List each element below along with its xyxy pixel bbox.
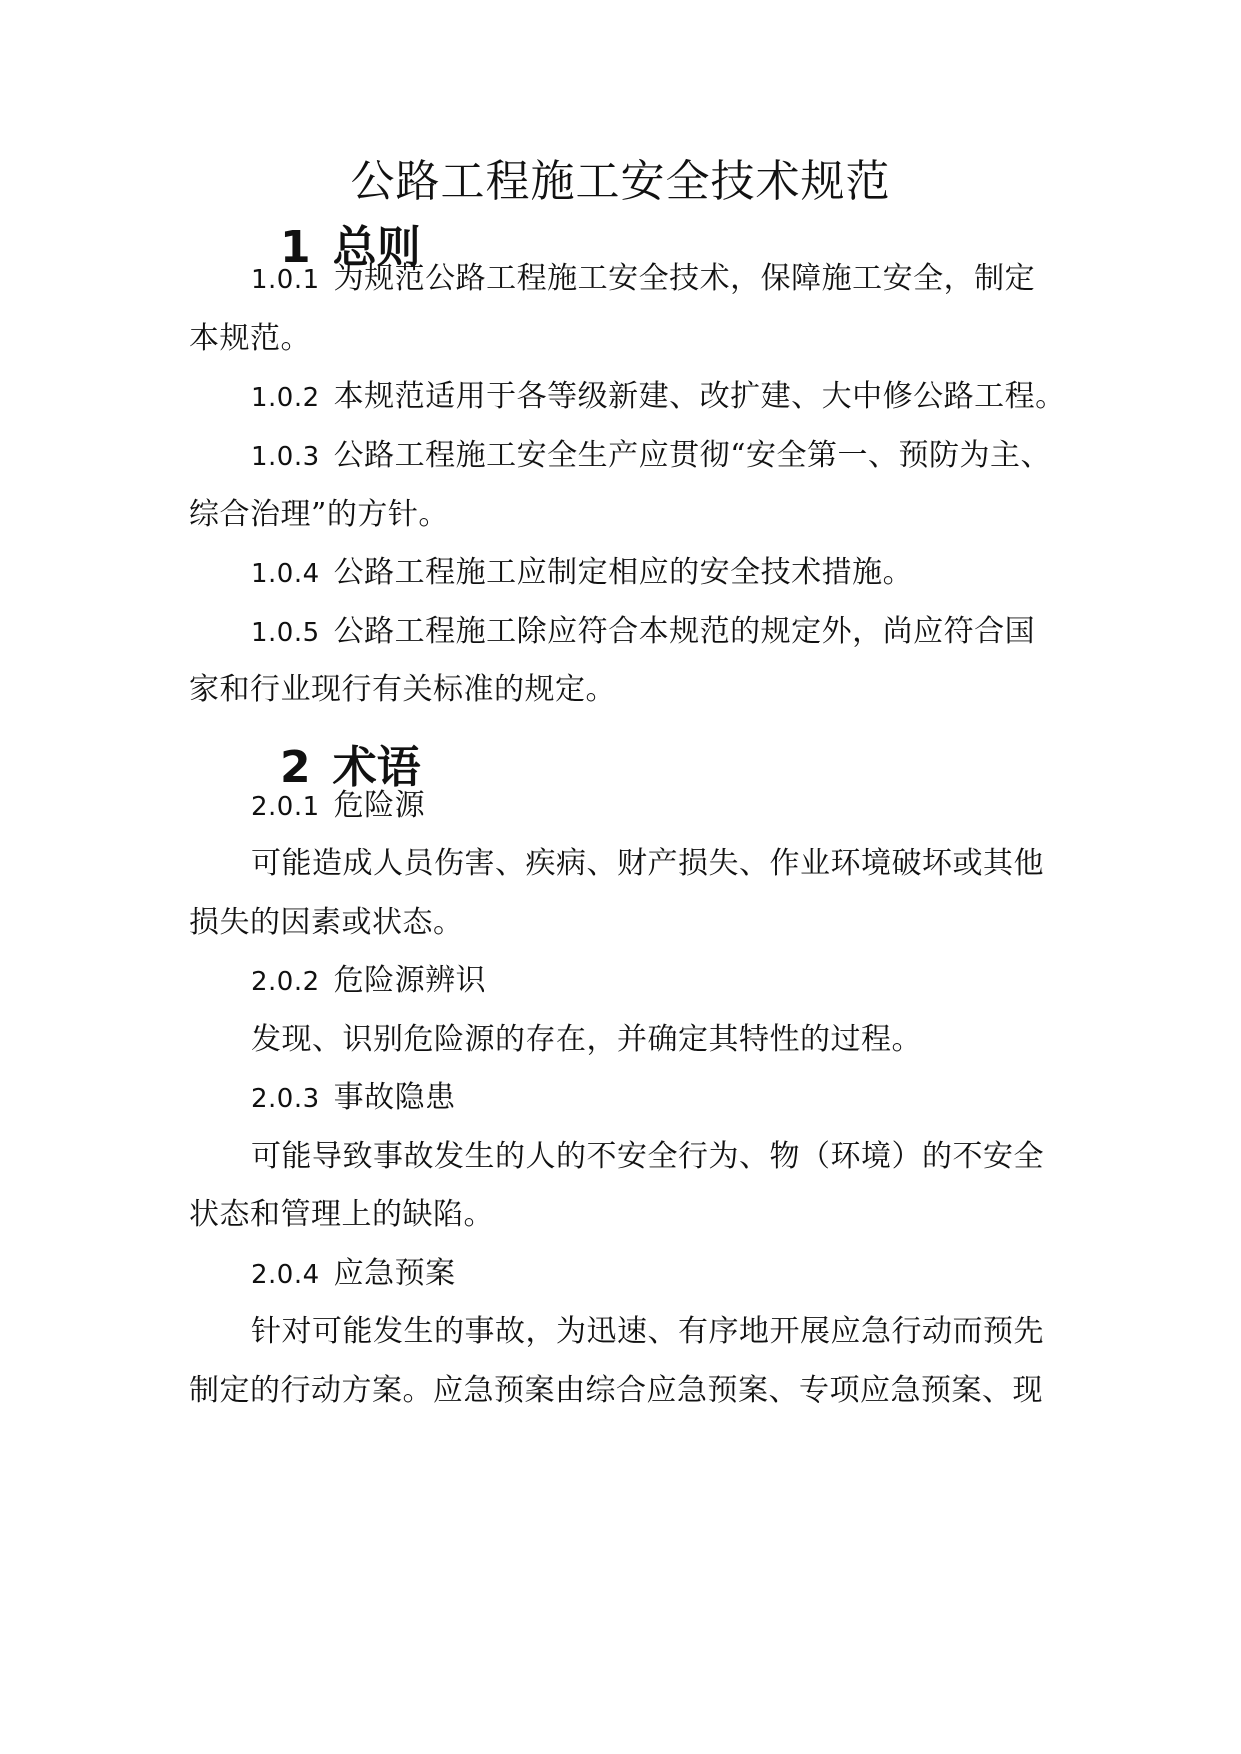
clause-1-0-5-continued: 家和行业现行有关标准的规定。 xyxy=(189,672,616,707)
term-2-0-4-definition: 针对可能发生的事故，为迅速、有序地开展应急行动而预先 xyxy=(251,1314,1044,1349)
term-2-0-4 xyxy=(251,1253,456,1296)
clause-text: 公路工程施工安全生产应贯彻“安全第一、预防为主、 xyxy=(333,438,1051,473)
term-name: 危险源辨识 xyxy=(333,963,487,998)
clause-1-0-3-continued: 综合治理”的方针。 xyxy=(189,497,449,532)
clause-text: 为规范公路工程施工安全技术，保障施工安全，制定 xyxy=(333,261,1036,296)
clause-text: 公路工程施工除应符合本规范的规定外，尚应符合国 xyxy=(333,614,1036,649)
term-name: 危险源 xyxy=(333,788,426,823)
clause-1-0-1 xyxy=(251,258,1035,301)
clause-text: 本规范适用于各等级新建、改扩建、大中修公路工程。 xyxy=(333,379,1066,414)
term-2-0-2-definition: 发现、识别危险源的存在，并确定其特性的过程。 xyxy=(251,1022,922,1057)
clause-1-0-2 xyxy=(251,376,1066,419)
clause-number: 1.0.1 xyxy=(251,265,320,295)
term-2-0-1 xyxy=(251,785,425,828)
clause-1-0-3 xyxy=(251,435,1051,478)
term-2-0-1-definition: 可能造成人员伤害、疾病、财产损失、作业环境破坏或其他 xyxy=(251,846,1044,881)
clause-1-0-5 xyxy=(251,611,1035,654)
clause-1-0-4 xyxy=(251,552,913,595)
clause-number: 1.0.4 xyxy=(251,559,320,589)
term-2-0-3 xyxy=(251,1077,456,1120)
term-name: 应急预案 xyxy=(333,1256,456,1291)
document-title: 公路工程施工安全技术规范 xyxy=(350,156,891,207)
clause-number: 1.0.5 xyxy=(251,618,320,648)
term-2-0-1-definition-continued: 损失的因素或状态。 xyxy=(189,905,464,940)
clause-1-0-1-continued: 本规范。 xyxy=(189,321,311,356)
clause-number: 2.0.3 xyxy=(251,1084,320,1114)
section-title: 术语 xyxy=(332,742,421,793)
section-number: 1 xyxy=(280,222,311,273)
term-2-0-3-definition-continued: 状态和管理上的缺陷。 xyxy=(189,1197,494,1232)
clause-number: 1.0.2 xyxy=(251,383,320,413)
term-2-0-3-definition: 可能导致事故发生的人的不安全行为、物（环境）的不安全 xyxy=(251,1139,1044,1174)
clause-number: 2.0.4 xyxy=(251,1260,320,1290)
section-title: 总则 xyxy=(332,222,421,273)
section-number: 2 xyxy=(280,742,311,793)
term-name: 事故隐患 xyxy=(333,1080,456,1115)
clause-text: 公路工程施工应制定相应的安全技术措施。 xyxy=(333,555,914,590)
clause-number: 1.0.3 xyxy=(251,442,320,472)
term-2-0-2 xyxy=(251,960,486,1003)
clause-number: 2.0.2 xyxy=(251,967,320,997)
term-2-0-4-definition-continued: 制定的行动方案。应急预案由综合应急预案、专项应急预案、现 xyxy=(189,1373,1043,1408)
clause-number: 2.0.1 xyxy=(251,792,320,822)
